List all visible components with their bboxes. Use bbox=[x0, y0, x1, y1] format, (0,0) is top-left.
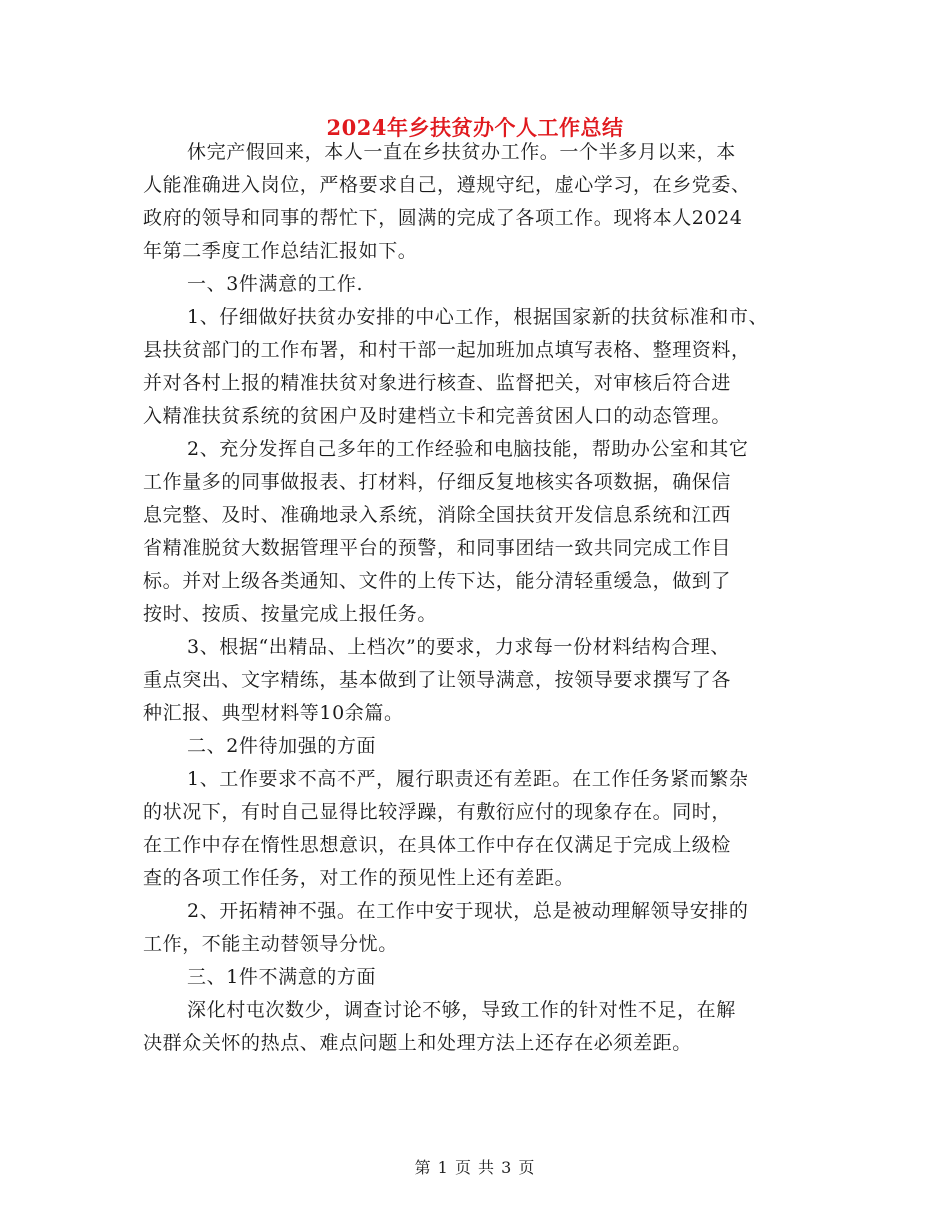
paragraph-line: 工作量多的同事做报表、打材料，仔细反复地核实各项数据，确保信 bbox=[143, 471, 732, 493]
paragraph-line: 按时、按质、按量完成上报任务。 bbox=[143, 603, 438, 625]
paragraph-line: 决群众关怀的热点、难点问题上和处理方法上还存在必须差距。 bbox=[143, 1032, 692, 1054]
paragraph-line: 种汇报、典型材料等10余篇。 bbox=[143, 702, 404, 724]
page-footer: 第 1 页 共 3 页 bbox=[414, 1158, 536, 1177]
document-title: 2024年乡扶贫办个人工作总结 bbox=[326, 115, 624, 140]
paragraph-line: 2、充分发挥自己多年的工作经验和电脑技能，帮助办公室和其它 bbox=[187, 438, 749, 460]
paragraph-line: 在工作中存在惰性思想意识，在具体工作中存在仅满足于完成上级检 bbox=[143, 834, 732, 856]
paragraph-line: 1、仔细做好扶贫办安排的中心工作，根据国家新的扶贫标准和市、 bbox=[187, 306, 769, 328]
paragraph-line: 县扶贫部门的工作布署，和村干部一起加班加点填写表格、整理资料， bbox=[143, 339, 751, 361]
paragraph-line: 工作，不能主动替领导分忧。 bbox=[143, 933, 398, 955]
paragraph-line: 3、根据“出精品、上档次”的要求，力求每一份材料结构合理、 bbox=[187, 636, 730, 658]
paragraph-line: 人能准确进入岗位，严格要求自己，遵规守纪，虚心学习，在乡党委、 bbox=[143, 174, 751, 196]
section-heading: 三、1件不满意的方面 bbox=[187, 966, 377, 988]
paragraph-line: 深化村屯次数少，调查讨论不够，导致工作的针对性不足，在解 bbox=[187, 999, 736, 1021]
paragraph-line: 并对各村上报的精准扶贫对象进行核查、监督把关，对审核后符合进 bbox=[143, 372, 732, 394]
paragraph-line: 年第二季度工作总结汇报如下。 bbox=[143, 240, 418, 262]
paragraph-line: 标。并对上级各类通知、文件的上传下达，能分清轻重缓急，做到了 bbox=[143, 570, 732, 592]
section-heading: 二、2件待加强的方面 bbox=[187, 735, 377, 757]
paragraph-line: 1、工作要求不高不严，履行职责还有差距。在工作任务紧而繁杂 bbox=[187, 768, 749, 790]
section-heading: 一、3件满意的工作. bbox=[187, 273, 364, 295]
document-body bbox=[143, 136, 823, 1060]
paragraph-line: 入精准扶贫系统的贫困户及时建档立卡和完善贫困人口的动态管理。 bbox=[143, 405, 732, 427]
paragraph-line: 休完产假回来，本人一直在乡扶贫办工作。一个半多月以来，本 bbox=[187, 141, 736, 163]
paragraph-line: 政府的领导和同事的帮忙下，圆满的完成了各项工作。现将本人2024 bbox=[143, 207, 743, 229]
paragraph-line: 查的各项工作任务，对工作的预见性上还有差距。 bbox=[143, 867, 575, 889]
paragraph-line: 息完整、及时、准确地录入系统，消除全国扶贫开发信息系统和江西 bbox=[143, 504, 732, 526]
paragraph-line: 2、开拓精神不强。在工作中安于现状，总是被动理解领导安排的 bbox=[187, 900, 749, 922]
paragraph-line: 重点突出、文字精练，基本做到了让领导满意，按领导要求撰写了各 bbox=[143, 669, 732, 691]
paragraph-line: 的状况下，有时自己显得比较浮躁，有敷衍应付的现象存在。同时， bbox=[143, 801, 732, 823]
paragraph-line: 省精准脱贫大数据管理平台的预警，和同事团结一致共同完成工作目 bbox=[143, 537, 732, 559]
